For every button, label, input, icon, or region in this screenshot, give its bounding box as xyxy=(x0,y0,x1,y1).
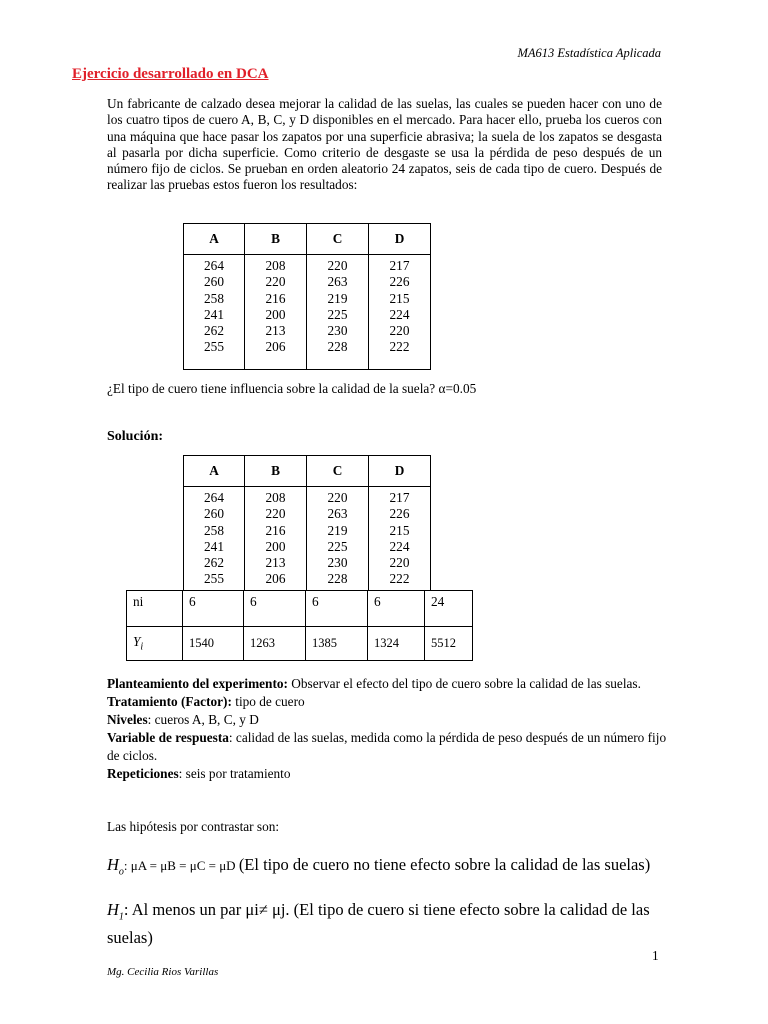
solution-data-table xyxy=(183,455,431,591)
column-header: C xyxy=(307,224,369,255)
column-header: A xyxy=(184,456,245,487)
yi-value: 1540 xyxy=(183,627,244,661)
summary-table xyxy=(126,590,473,661)
column-header: D xyxy=(369,224,431,255)
null-hypothesis: $H_o$: μA = μB = μC = μD (El tipo de cuero no tiene efecto sobre la calidad de las suelas) xyxy=(107,855,651,878)
question-text: ¿El tipo de cuero tiene influencia sobre la calidad de la suela? α=0.05 xyxy=(107,381,477,396)
repeticiones-line: Repeticiones: seis por tratamiento xyxy=(107,766,291,781)
alternative-hypothesis: $H_1$: Al menos un par μi≠ μj. (El tipo de cuero si tiene efecto sobre la calidad de las suelas) xyxy=(107,900,650,948)
column-header: A xyxy=(184,224,245,255)
column-header: D xyxy=(369,456,431,487)
solution-label: Solución: xyxy=(107,429,164,444)
column-values-a: 264 260 258 241 262 255 xyxy=(184,255,245,370)
variable-line: Variable de respuesta: calidad de las suelas, medida como la pérdida de peso después de un número fijo de ciclos. xyxy=(107,730,667,763)
experiment-description xyxy=(107,675,667,783)
column-values-d: 217 226 215 224 220 222 xyxy=(369,255,431,370)
ni-value: 6 xyxy=(244,591,306,627)
column-header: C xyxy=(307,456,369,487)
column-values-a: 264 260 258 241 262 255 xyxy=(184,487,245,591)
column-header: B xyxy=(245,456,307,487)
yi-value: 1263 xyxy=(244,627,306,661)
yi-total: 5512 xyxy=(425,627,473,661)
column-values-b: 208 220 216 200 213 206 xyxy=(245,487,307,591)
planteamiento-line: Planteamiento del experimento: Observar el efecto del tipo de cuero sobre la calidad de las suelas. xyxy=(107,676,641,691)
hypotheses-intro: Las hipótesis por contrastar son: xyxy=(107,819,280,834)
ni-value: 6 xyxy=(183,591,244,627)
data-table xyxy=(183,223,431,370)
column-values-c: 220 263 219 225 230 228 xyxy=(307,255,369,370)
ni-value: 6 xyxy=(368,591,425,627)
column-values-b: 208 220 216 200 213 206 xyxy=(245,255,307,370)
column-header: B xyxy=(245,224,307,255)
yi-value: 1324 xyxy=(368,627,425,661)
column-values-d: 217 226 215 224 220 222 xyxy=(369,487,431,591)
yi-value: 1385 xyxy=(306,627,368,661)
ni-total: 24 xyxy=(425,591,473,627)
tratamiento-line: Tratamiento (Factor): tipo de cuero xyxy=(107,694,305,709)
column-values-c: 220 263 219 225 230 228 xyxy=(307,487,369,591)
ni-value: 6 xyxy=(306,591,368,627)
yi-label: $Y_i$ xyxy=(127,627,183,661)
course-header: MA613 Estadística Aplicada xyxy=(517,46,661,60)
page-number: 1 xyxy=(652,948,659,963)
intro-paragraph: Un fabricante de calzado desea mejorar la calidad de las suelas, las cuales se pueden hacer con uno de los cuatro tipos de cuero A, B, C, y D disponibles en el mercado. Para hacer ello, prueba los cueros con una máquina que hace pasar los zapatos por una superficie abrasiva; la suela de los zapatos se desgasta al pasarla por dicha superficie. Como criterio de desgaste se usa la pérdida de peso después de un número fijo de ciclos. Se prueban en orden aleatorio 24 zapatos, seis de cada tipo de cuero. Después de realizar las pruebas estos fueron los resultados: xyxy=(107,96,662,193)
ni-label: ni xyxy=(127,591,183,627)
footer-author: Mg. Cecilia Rios Varillas xyxy=(107,966,219,978)
niveles-line: Niveles: cueros A, B, C, y D xyxy=(107,712,259,727)
exercise-title: Ejercicio desarrollado en DCA xyxy=(72,66,269,82)
